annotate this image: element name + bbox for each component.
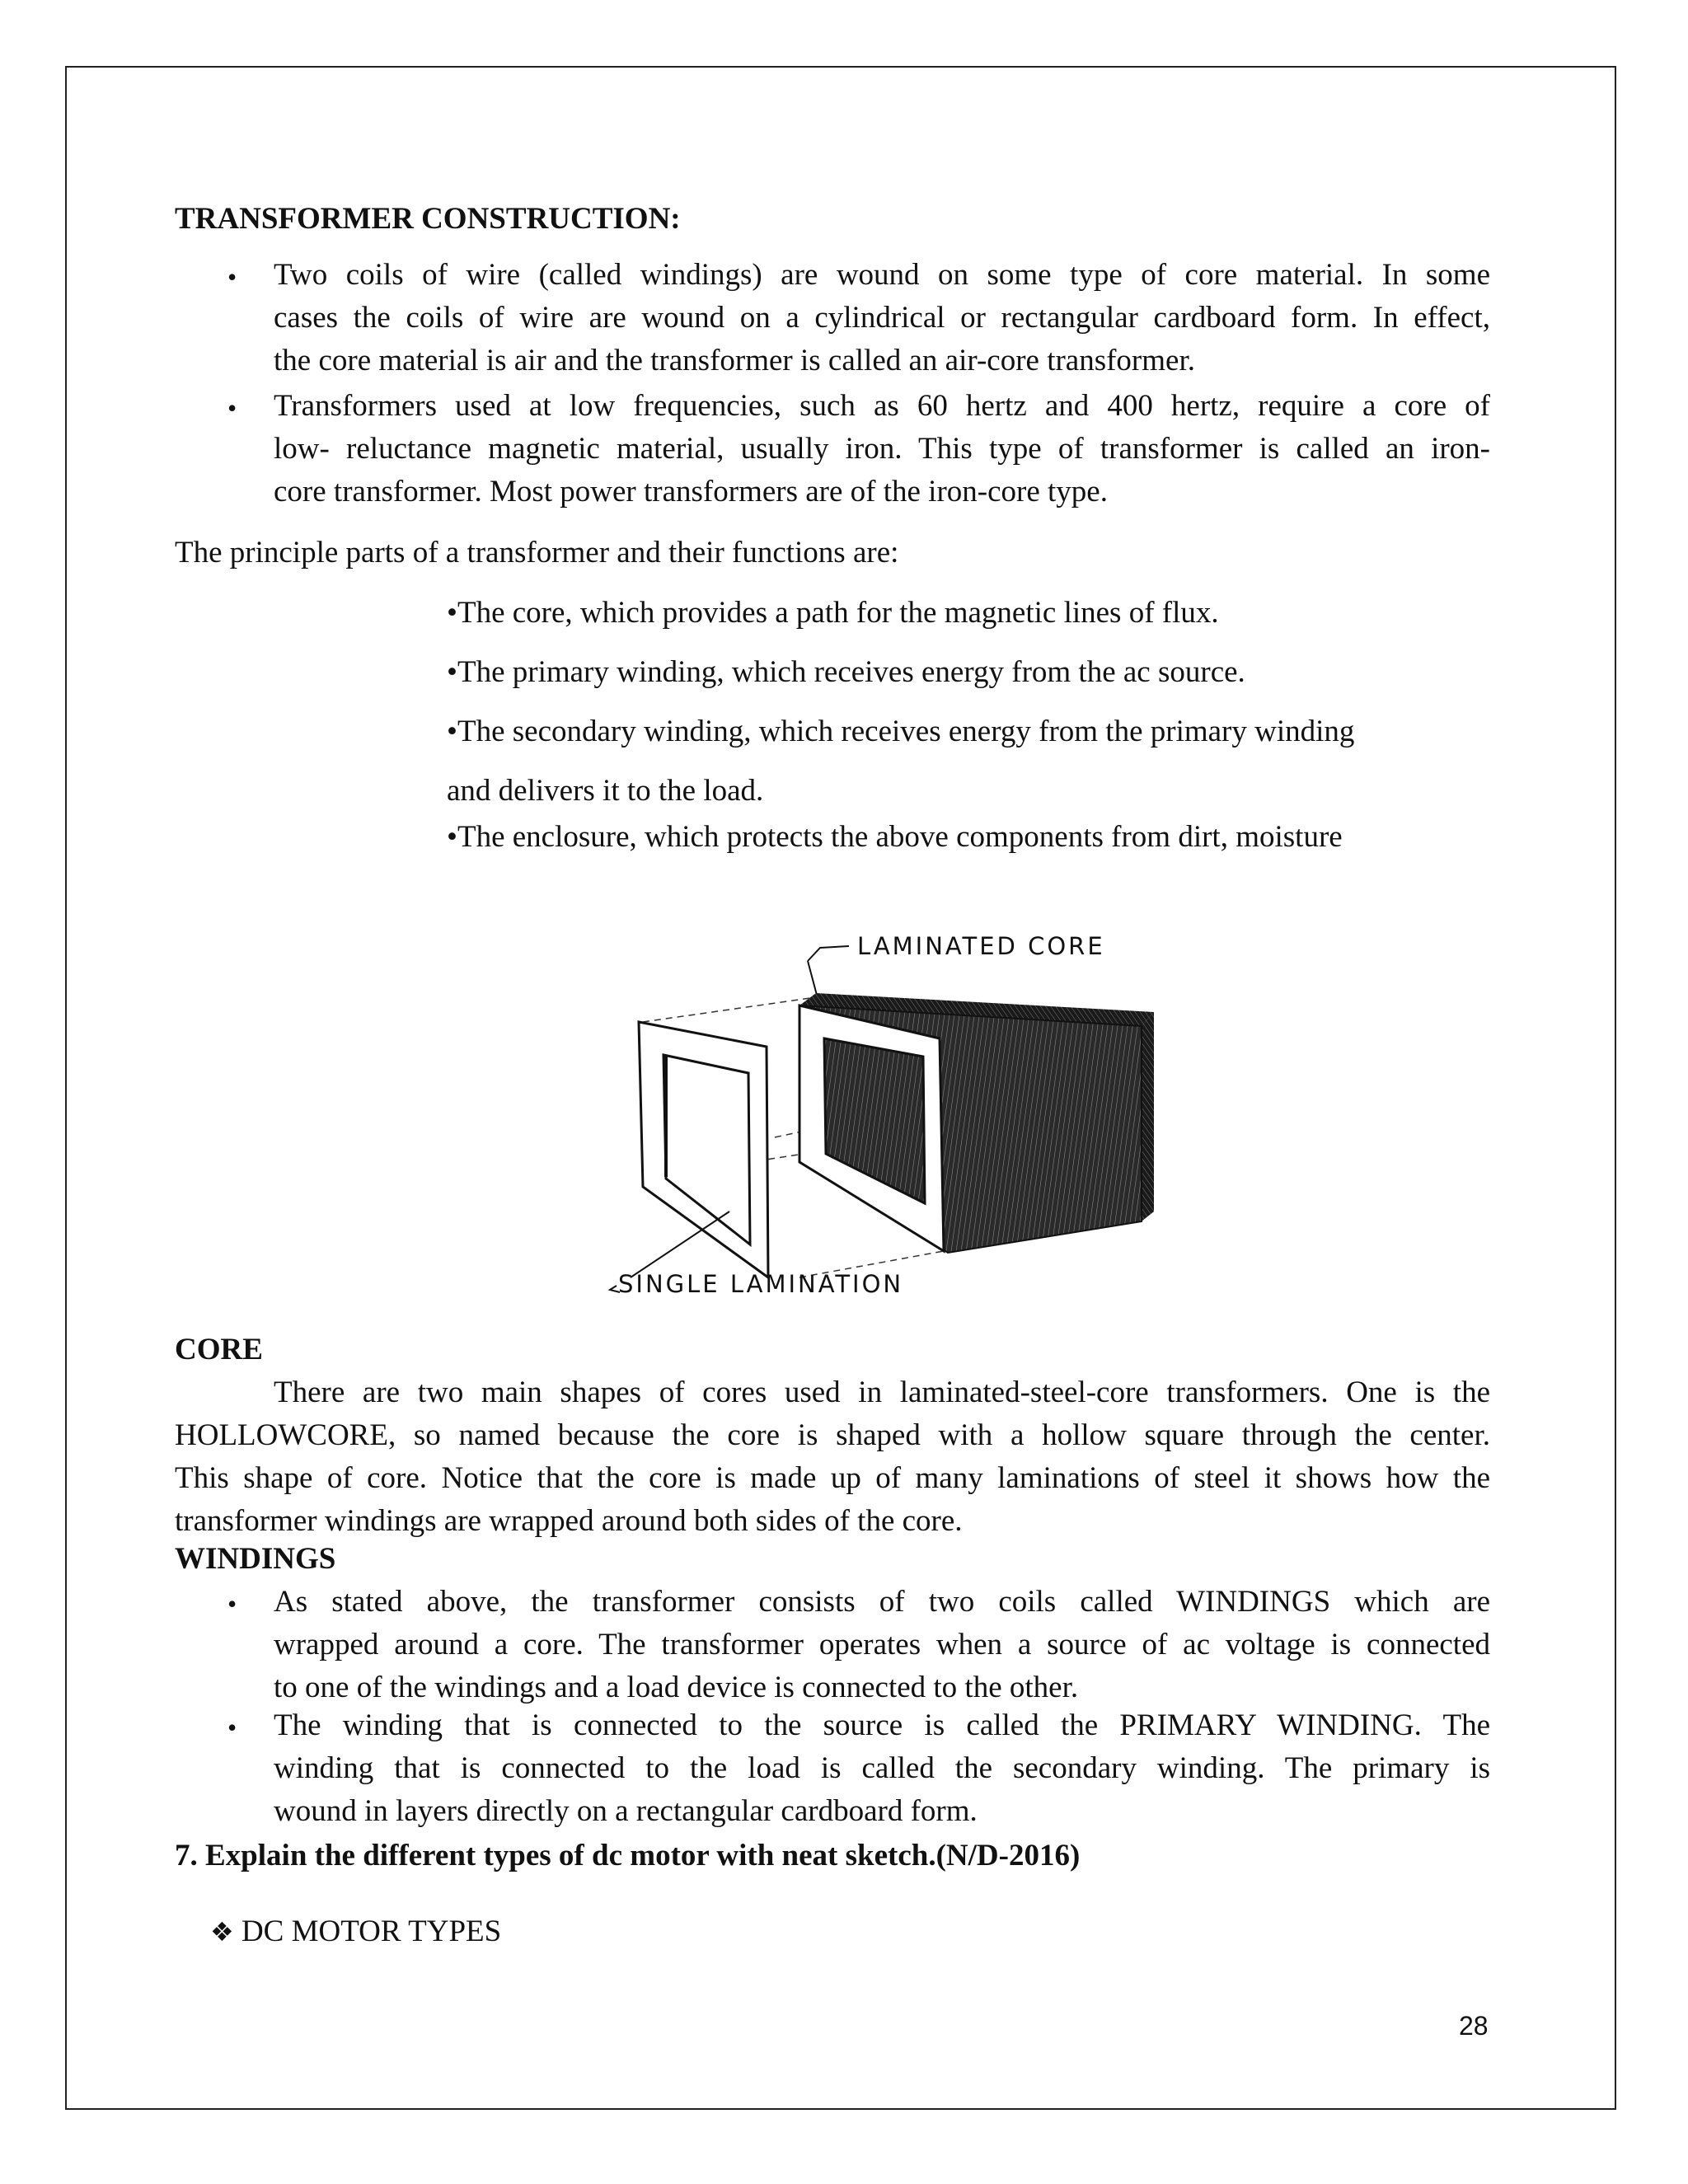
bullet-icon: • — [227, 262, 237, 292]
parts-item-continuation: and delivers it to the load. — [447, 774, 764, 808]
construction-bullet-line: the core material is air and the transformer is called an air-core transformer. — [274, 344, 1195, 377]
windings-bullet-line: The winding that is connected to the source is called the PRIMARY WINDING. The — [274, 1708, 1490, 1742]
bullet-icon: • — [227, 393, 237, 423]
parts-intro: The principle parts of a transformer and their functions are: — [175, 536, 899, 569]
bullet-icon: • — [447, 715, 457, 748]
bullet-icon: • — [227, 1713, 237, 1742]
core-paragraph-line: There are two main shapes of cores used in laminated-steel-core transformers. One is the — [274, 1376, 1490, 1409]
construction-bullet-line: low- reluctance magnetic material, usually iron. This type of transformer is called an iron- — [274, 432, 1490, 466]
single-lamination-label: SINGLE LAMINATION — [618, 1270, 904, 1298]
windings-bullet-line: As stated above, the transformer consists of two coils called WINDINGS which are — [274, 1585, 1490, 1619]
parts-item: •The core, which provides a path for the magnetic lines of flux. — [447, 596, 1219, 630]
construction-bullet-line: core transformer. Most power transformers are of the iron-core type. — [274, 475, 1108, 509]
parts-item: •The primary winding, which receives energy from the ac source. — [447, 655, 1245, 689]
parts-item: •The enclosure, which protects the above components from dirt, moisture — [447, 820, 1343, 854]
bullet-icon: • — [227, 1589, 237, 1619]
laminated-core-label: LAMINATED CORE — [857, 932, 1105, 960]
bullet-icon: • — [447, 820, 457, 854]
page-number: 28 — [1459, 2011, 1489, 2041]
windings-bullet-line: to one of the windings and a load device is connected to the other. — [274, 1671, 1079, 1704]
windings-bullet-line: wrapped around a core. The transformer operates when a source of ac voltage is connected — [274, 1628, 1490, 1661]
laminated-core-figure — [569, 915, 1162, 1302]
parts-item: •The secondary winding, which receives energy from the primary winding — [447, 715, 1355, 748]
leader-line — [808, 946, 849, 961]
construction-bullet-line: Transformers used at low frequencies, such as 60 hertz and 400 hertz, require a core of — [274, 389, 1490, 423]
core-paragraph-line: This shape of core. Notice that the core is made up of many laminations of steel it shows how the — [175, 1461, 1490, 1495]
four-diamond-icon: ❖ — [210, 1916, 234, 1947]
windings-bullet-line: wound in layers directly on a rectangular cardboard form. — [274, 1794, 978, 1828]
question-heading: 7. Explain the different types of dc motor with neat sketch.(N/D-2016) — [175, 1839, 1081, 1872]
windings-bullet-line: winding that is connected to the load is called the secondary winding. The primary is — [274, 1751, 1490, 1785]
bullet-icon: • — [447, 596, 457, 630]
bullet-icon: • — [447, 655, 457, 689]
construction-bullet-line: Two coils of wire (called windings) are wound on some type of core material. In some — [274, 258, 1490, 292]
core-paragraph-line: transformer windings are wrapped around both sides of the core. — [175, 1504, 963, 1538]
guide-line — [643, 997, 816, 1022]
windings-heading: WINDINGS — [175, 1542, 336, 1576]
section-title: TRANSFORMER CONSTRUCTION: — [175, 202, 681, 236]
core-side-face — [1142, 1012, 1154, 1221]
construction-bullet-line: cases the coils of wire are wound on a cylindrical or rectangular cardboard form. In effect, — [274, 301, 1490, 335]
core-paragraph-line: HOLLOWCORE, so named because the core is shaped with a hollow square through the center. — [175, 1418, 1490, 1452]
core-heading: CORE — [175, 1333, 263, 1366]
leader-line — [631, 1212, 729, 1277]
dc-motor-types-subheading: ❖ DC MOTOR TYPES — [210, 1915, 502, 1948]
